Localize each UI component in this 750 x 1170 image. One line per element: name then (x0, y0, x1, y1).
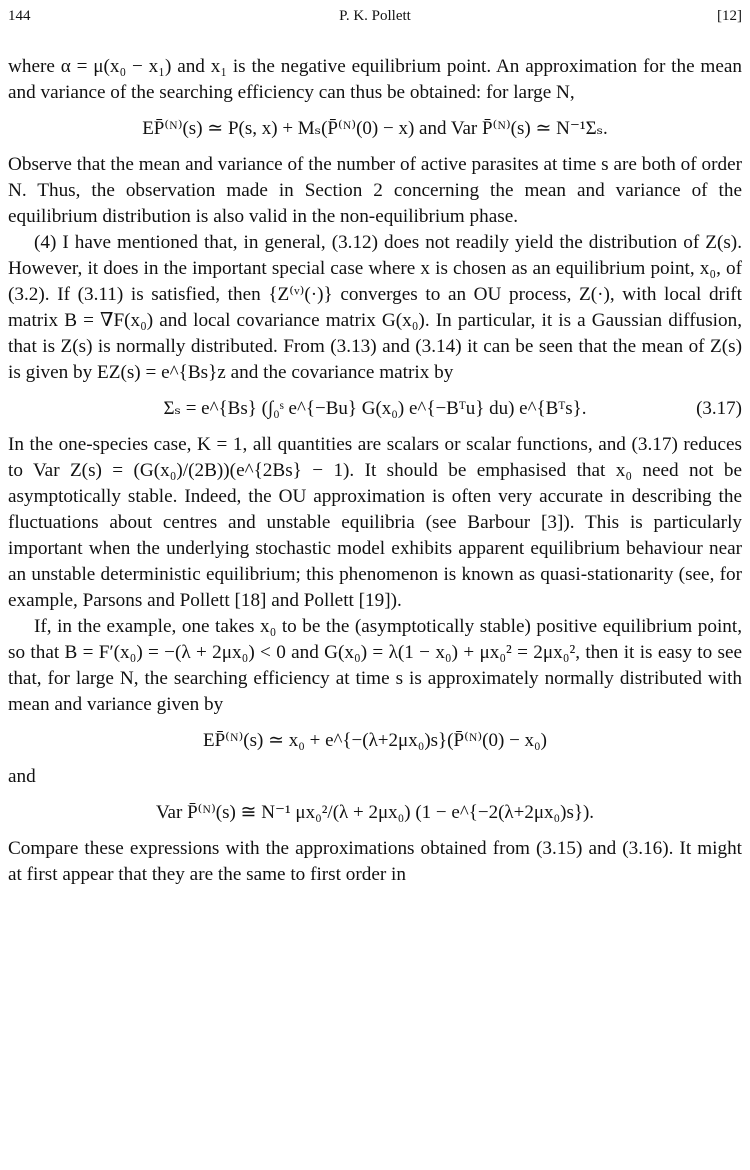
equation-mean-variance: EP̄⁽ᴺ⁾(s) ≃ P(s, x) + Mₛ(P̄⁽ᴺ⁾(0) − x) and Var P̄⁽ᴺ⁾(s) ≃ N⁻¹Σₛ. (142, 118, 608, 139)
equation-mean-approx: EP̄⁽ᴺ⁾(s) ≃ x₀ + e^{−(λ+2μx₀)s}(P̄⁽ᴺ⁾(0) − x₀) (202, 730, 548, 751)
page-number: 144 (8, 8, 31, 24)
running-title: P. K. Pollett (339, 8, 411, 24)
running-header (8, 8, 742, 30)
paragraph-3: (4) I have mentioned that, in general, (3.12) does not readily yield the distribution of Z(s). However, it does in the important special case where x is chosen as an equilibrium point, x₀, of (3.2). If (3.11) is satisfied, then {Z⁽ᵛ⁾(·)} converges to an OU process, Z(·), with local drift matrix B = ∇F(x₀) and local covariance matrix G(x₀). In particular, it is a Gaussian diffusion, that is Z(s) is normally distributed. From (3.13) and (3.14) it can be seen that the mean of Z(s) is given by EZ(s) = e^{Bs}z and the covariance matrix by (8, 232, 742, 383)
and-connector: and (8, 766, 36, 787)
paragraph-6: Compare these expressions with the approximations obtained from (3.15) and (3.16). It might at first appear that they are the same to first order in (8, 838, 742, 885)
paragraph-1: where α = μ(x₀ − x₁) and x₁ is the negative equilibrium point. An approximation for the mean and variance of the searching efficiency can thus be obtained: for large N, (8, 56, 742, 103)
paragraph-4: In the one-species case, K = 1, all quantities are scalars or scalar functions, and (3.17) reduces to Var Z(s) = (G(x₀)/(2B))(e^{2Bs} − 1). It should be emphasised that x₀ need not be asymptotically stable. Indeed, the OU approximation is often very accurate in describing the fluctuations about centres and unstable equilibria (see Barbour [3]). This is particularly important when the underlying stochastic model exhibits apparent equilibrium behaviour near an unstable deterministic equilibrium; this phenomenon is known as quasi-stationarity (see, for example, Parsons and Pollett [18] and Pollett [19]). (8, 434, 742, 611)
paragraph-2: Observe that the mean and variance of the number of active parasites at time s are both of order N. Thus, the observation made in Section 2 concerning the mean and variance of the equilibrium distribution is also valid in the non-equilibrium phase. (8, 154, 742, 227)
equation-3-17-body: Σₛ = e^{Bs} (∫₀ˢ e^{−Bu} G(x₀) e^{−Bᵀu} du) e^{Bᵀs}. (163, 398, 587, 419)
article-body (8, 54, 742, 888)
equation-number-3-17: (3.17) (696, 398, 742, 419)
paragraph-5: If, in the example, one takes x₀ to be the (asymptotically stable) positive equilibrium point, so that B = F′(x₀) = −(λ + 2μx₀) < 0 and G(x₀) = λ(1 − x₀) + μx₀² = 2μx₀², then it is easy to see that, for large N, the searching efficiency at time s is approximately normally distributed with mean and variance given by (8, 616, 742, 715)
equation-variance-approx: Var P̄⁽ᴺ⁾(s) ≅ N⁻¹ μx₀²/(λ + 2μx₀) (1 − e^{−2(λ+2μx₀)s}). (155, 802, 595, 823)
reference-tag: [12] (717, 8, 742, 24)
equation-3-17 (8, 394, 742, 424)
